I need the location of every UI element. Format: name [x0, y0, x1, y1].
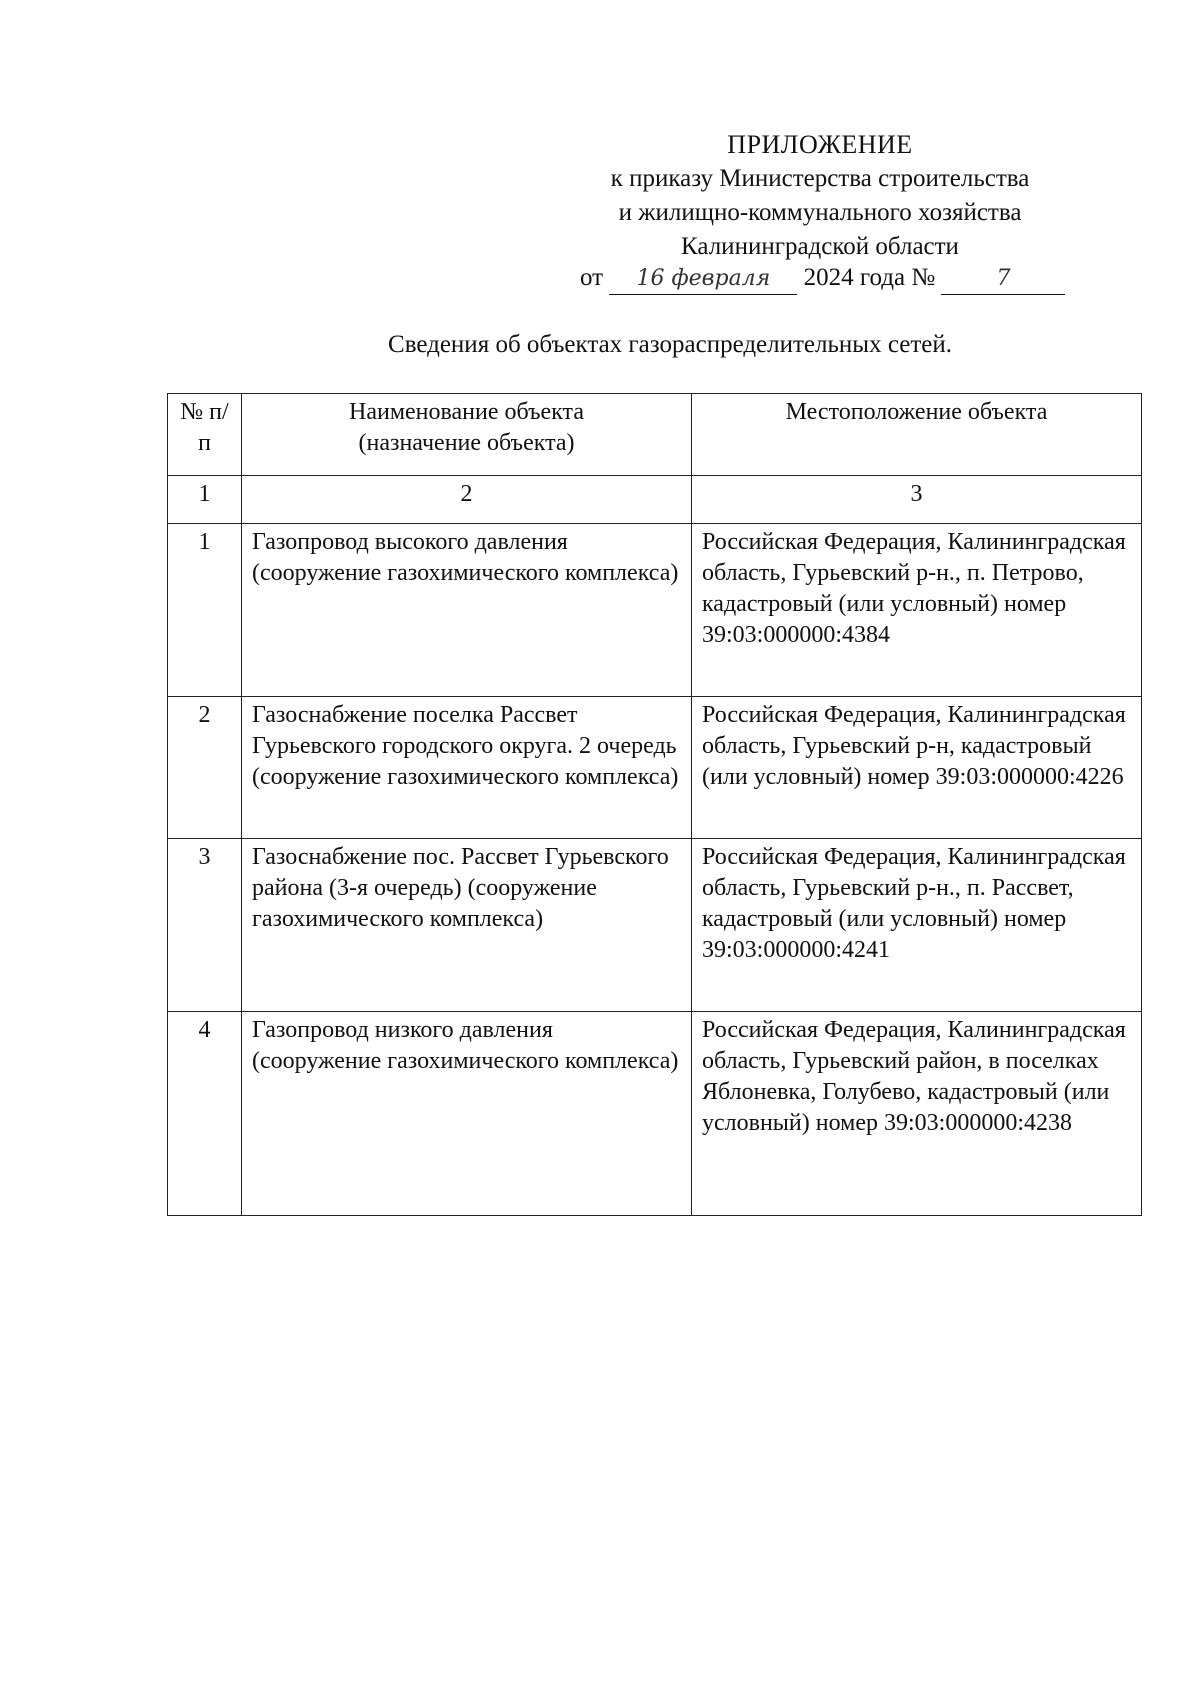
order-date-line	[580, 261, 1080, 295]
gas-network-objects-table	[167, 393, 1142, 1216]
table-row	[168, 697, 1142, 839]
object-name: Газоснабжение пос. Рассвет Гурьевского района (3-я очередь) (сооружение газохимического комплекса)	[242, 839, 692, 1012]
row-number: 2	[168, 697, 242, 839]
date-prefix: от	[580, 264, 604, 291]
object-name: Газопровод высокого давления (сооружение газохимического комплекса)	[242, 524, 692, 697]
handwritten-order-number: 7	[941, 264, 1065, 295]
table-row	[168, 839, 1142, 1012]
document-title: Сведения об объектах газораспределительных сетей.	[388, 331, 952, 358]
column-index-cell: 1	[168, 476, 242, 524]
header-cell-location: Местоположение объекта	[692, 394, 1142, 476]
appendix-title: ПРИЛОЖЕНИЕ	[727, 130, 913, 159]
header-name-line2: (назначение объекта)	[358, 430, 575, 456]
handwritten-date: 16 февраля	[609, 264, 797, 295]
table-row	[168, 1012, 1142, 1216]
header-name-line1: Наименование объекта	[349, 399, 584, 425]
object-location: Российская Федерация, Калининградская область, Гурьевский район, в поселках Яблоневка, Голубево, кадастровый (или условный) номер 39:03:000000:4238	[692, 1012, 1142, 1216]
appendix-line-order: к приказу Министерства строительства	[610, 165, 1030, 192]
year-and-number-label: 2024 года №	[803, 264, 936, 291]
row-number: 1	[168, 524, 242, 697]
column-index-cell: 3	[692, 476, 1142, 524]
row-number: 3	[168, 839, 242, 1012]
column-index-row	[168, 476, 1142, 524]
appendix-line-ministry: и жилищно-коммунального хозяйства	[618, 199, 1022, 226]
table-header-row	[168, 394, 1142, 476]
object-location: Российская Федерация, Калининградская область, Гурьевский р-н, кадастровый (или условный) номер 39:03:000000:4226	[692, 697, 1142, 839]
object-name: Газоснабжение поселка Рассвет Гурьевского городского округа. 2 очередь (сооружение газохимического комплекса)	[242, 697, 692, 839]
object-location: Российская Федерация, Калининградская область, Гурьевский р-н., п. Рассвет, кадастровый (или условный) номер 39:03:000000:4241	[692, 839, 1142, 1012]
header-cell-number: № п/п	[168, 394, 242, 476]
object-location: Российская Федерация, Калининградская область, Гурьевский р-н., п. Петрово, кадастровый (или условный) номер 39:03:000000:4384	[692, 524, 1142, 697]
column-index-cell: 2	[242, 476, 692, 524]
header-cell-name	[242, 394, 692, 476]
object-name: Газопровод низкого давления (сооружение газохимического комплекса)	[242, 1012, 692, 1216]
appendix-header	[560, 128, 1080, 264]
table-row	[168, 524, 1142, 697]
appendix-line-region: Калининградской области	[681, 233, 959, 260]
row-number: 4	[168, 1012, 242, 1216]
